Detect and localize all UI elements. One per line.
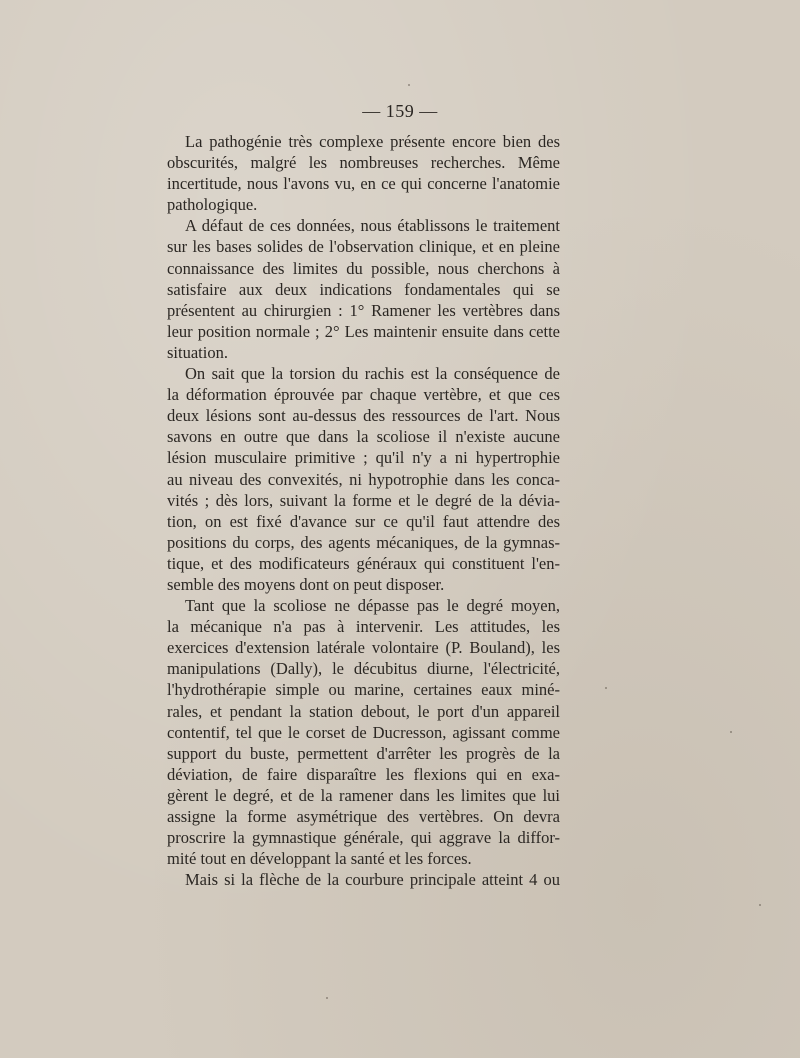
text-line: gèrent le degré, et de la ramener dans les limites que lui [167,785,560,805]
text-line: semble des moyens dont on peut disposer. [167,574,445,594]
text-line: savons en outre que dans la scoliose il n'existe aucune [167,427,560,447]
text-line: exercices d'extension latérale volontaire (P. Bouland), les [167,638,560,658]
text-line: sur les bases solides de l'observation clinique, et en pleine [167,237,560,257]
paper-speck [326,997,328,999]
text-line: mité tout en développant la santé et les forces. [167,849,472,869]
text-line: la déformation éprouvée par chaque vertèbre, et que ces [167,385,560,405]
text-line: A défaut de ces données, nous établissons le traitement [185,216,560,236]
text-line: proscrire la gymnastique générale, qui aggrave la diffor- [167,828,560,848]
text-line: Tant que la scoliose ne dépasse pas le degré moyen, [185,596,560,616]
text-line: présentent au chirurgien : 1° Ramener les vertèbres dans [167,300,560,320]
page-number: — 159 — [362,101,438,121]
text-line: incertitude, nous l'avons vu, en ce qui concerne l'anatomie [167,174,560,194]
paper-speck [605,687,607,689]
text-line: support du buste, permettent d'arrêter les progrès de la [167,743,560,763]
text-line: pathologique. [167,195,258,215]
paper-speck [759,904,761,906]
paragraph [167,363,560,595]
body-text [167,131,560,890]
text-line: déviation, de faire disparaître les flexions qui en exa- [167,764,560,784]
text-line: deux lésions sont au-dessus des ressources de l'art. Nous [167,406,560,426]
text-line: positions du corps, des agents mécaniques, de la gymnas- [167,532,560,552]
text-line: leur position normale ; 2° Les maintenir ensuite dans cette [167,321,560,341]
text-line: satisfaire aux deux indications fondamentales qui se [167,279,560,299]
text-line: Mais si la flèche de la courbure principale atteint 4 ou [185,870,560,890]
text-line: obscurités, malgré les nombreuses recherches. Même [167,153,560,173]
paper-speck [444,884,446,886]
text-line: tion, on est fixé d'avance sur ce qu'il faut attendre des [167,511,560,531]
text-line: La pathogénie très complexe présente encore bien des [185,132,560,151]
text-line: On sait que la torsion du rachis est la conséquence de [185,364,560,384]
paragraph [167,595,560,869]
paper-speck [408,84,410,86]
text-line: assigne la forme asymétrique des vertèbres. On devra [167,807,560,826]
text-line: au niveau des convexités, ni hypotrophie dans les conca- [167,469,560,489]
paper-speck [730,731,732,733]
text-line: lésion musculaire primitive ; qu'il n'y a ni hypertrophie [167,448,560,468]
text-line: vités ; dès lors, suivant la forme et le degré de la dévia- [167,490,560,510]
text-line: connaissance des limites du possible, nous cherchons à [167,258,560,278]
text-line: manipulations (Dally), le décubitus diurne, l'électricité, [167,659,560,679]
paragraph [167,869,560,890]
text-line: tique, et des modificateurs généraux qui constituent l'en- [167,553,560,573]
text-line: la mécanique n'a pas à intervenir. Les attitudes, les [167,617,560,637]
text-line: rales, et pendant la station debout, le port d'un appareil [167,701,560,721]
text-line: l'hydrothérapie simple ou marine, certaines eaux miné- [167,680,560,700]
text-line: situation. [167,342,228,362]
paragraph [167,215,560,363]
text-line: contentif, tel que le corset de Ducresson, agissant comme [167,722,560,742]
paragraph [167,131,560,215]
